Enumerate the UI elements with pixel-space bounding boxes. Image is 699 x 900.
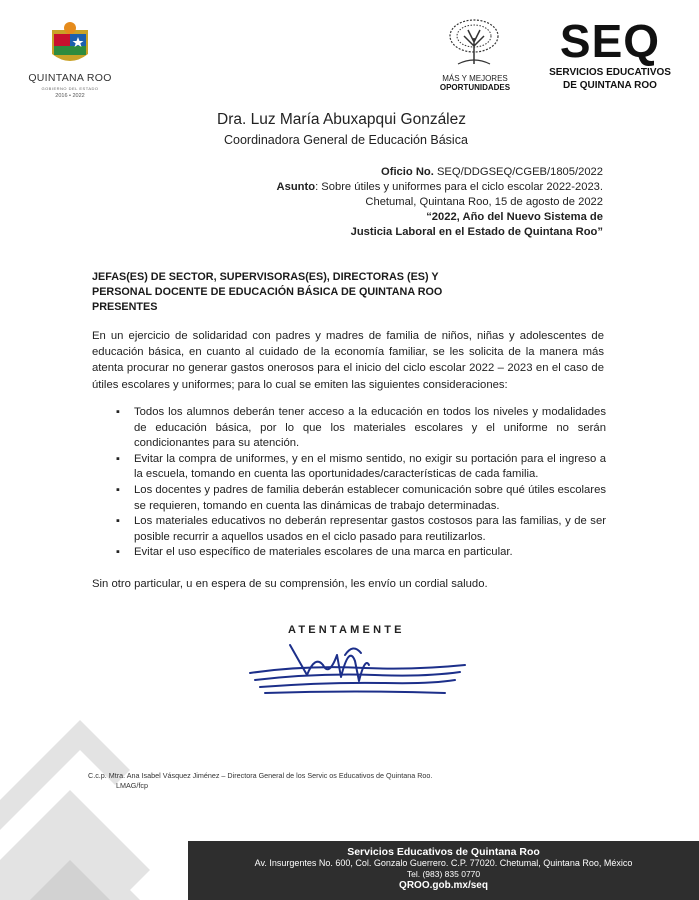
addressee-line3: PRESENTES (92, 301, 158, 313)
seq-line2: DE QUINTANA ROO (563, 80, 657, 91)
asunto-line (277, 181, 603, 193)
addressee-line1: JEFAS(ES) DE SECTOR, SUPERVISORAS(ES), DIRECTORAS (ES) Y (92, 271, 439, 283)
seq-line1: SERVICIOS EDUCATIVOS (549, 67, 671, 78)
closing-text: Sin otro particular, u en espera de su comprensión, les envío un cordial saludo. (92, 578, 488, 590)
oficio-label: Oficio No. (381, 166, 434, 178)
seq-logo-text: SEQ (559, 15, 661, 67)
qroo-years: 2016 • 2022 (55, 93, 85, 99)
footer-address: Av. Insurgentes No. 600, Col. Gonzalo Guerrero. C.P. 77020. Chetumal, Quintana Roo, México (254, 858, 633, 868)
list-item: ▪ Evitar el uso específico de materiales escolares de una marca en particular. (116, 545, 606, 561)
footer-org: Servicios Educativos de Quintana Roo (347, 846, 540, 858)
qroo-subtitle: GOBIERNO DEL ESTADO (41, 86, 99, 91)
motto-line1: “2022, Año del Nuevo Sistema de (426, 211, 603, 223)
mas-line2: OPORTUNIDADES (439, 83, 511, 92)
qroo-name: QUINTANA ROO (28, 72, 112, 84)
addressee-line2: PERSONAL DOCENTE DE EDUCACIÓN BÁSICA DE QUINTANA ROO (92, 286, 443, 298)
seq-logo (530, 15, 690, 100)
asunto-label: Asunto (276, 181, 316, 193)
list-item: ▪ Evitar la compra de uniformes, y en el mismo sentido, no exigir su portación para el ingreso a la escuela, tomando en cuenta las oportunidades/características de cada familia. (116, 452, 606, 483)
initials: LMAG/fcp (116, 781, 148, 790)
place-date: Chetumal, Quintana Roo, 15 de agosto de 2022 (365, 196, 603, 208)
intro-paragraph: En un ejercicio de solidaridad con padres y madres de familia de niños, niñas y adolescentes de educación básica, en cuanto al cuidado de la economía familiar, se les solicita de la manera más atenta procurar no generar gastos onerosos para el inicio del ciclo escolar 2022 – 2023 en el caso de útiles escolares y uniformes; para lo cual se emiten las siguientes consideraciones: (92, 330, 604, 391)
atentamente: ATENTAMENTE (288, 624, 405, 636)
mas-oportunidades-logo (428, 16, 522, 96)
considerations-list (116, 405, 606, 561)
quintana-roo-logo (20, 16, 120, 108)
sender-name: Dra. Luz María Abuxapqui González (217, 111, 466, 128)
state-shield-icon (48, 20, 92, 68)
oficio-number: SEQ/DDGSEQ/CGEB/1805/2022 (436, 166, 603, 178)
watermark-logo (0, 700, 200, 900)
signature (245, 635, 470, 705)
sender-role: Coordinadora General de Educación Básica (224, 133, 468, 147)
asunto-value: : Sobre útiles y uniformes para el ciclo escolar 2022-2023. (315, 181, 603, 193)
list-item: ▪ Todos los alumnos deberán tener acceso a la educación en todos los niveles y modalidades de educación básica, por lo que los materiales escolares y el uniforme no serán condicionantes para su atención. (116, 405, 606, 452)
footer-website: QROO.gob.mx/seq (399, 880, 488, 891)
list-item: ▪ Los materiales educativos no deberán representar gastos costosos para las familias, y de ser posible recurrir a aquellos usados en el ciclo pasado para reutilizarlos. (116, 514, 606, 545)
cc-line: C.c.p. Mtra. Ana Isabel Vásquez Jiménez – Directora General de los Servic os Educativos de Quintana Roo. (88, 771, 433, 780)
tree-icon (446, 16, 502, 66)
footer-phone: Tel. (983) 835 0770 (406, 869, 481, 879)
list-item: ▪ Los docentes y padres de familia deberán establecer comunicación sobre qué útiles escolares se requieren, tomando en cuenta las dinámicas de trabajo determinadas. (116, 483, 606, 514)
motto-line2: Justicia Laboral en el Estado de Quintana Roo” (350, 226, 603, 238)
oficio-line (381, 166, 603, 178)
mas-line1: MÁS Y MEJORES (442, 74, 508, 83)
